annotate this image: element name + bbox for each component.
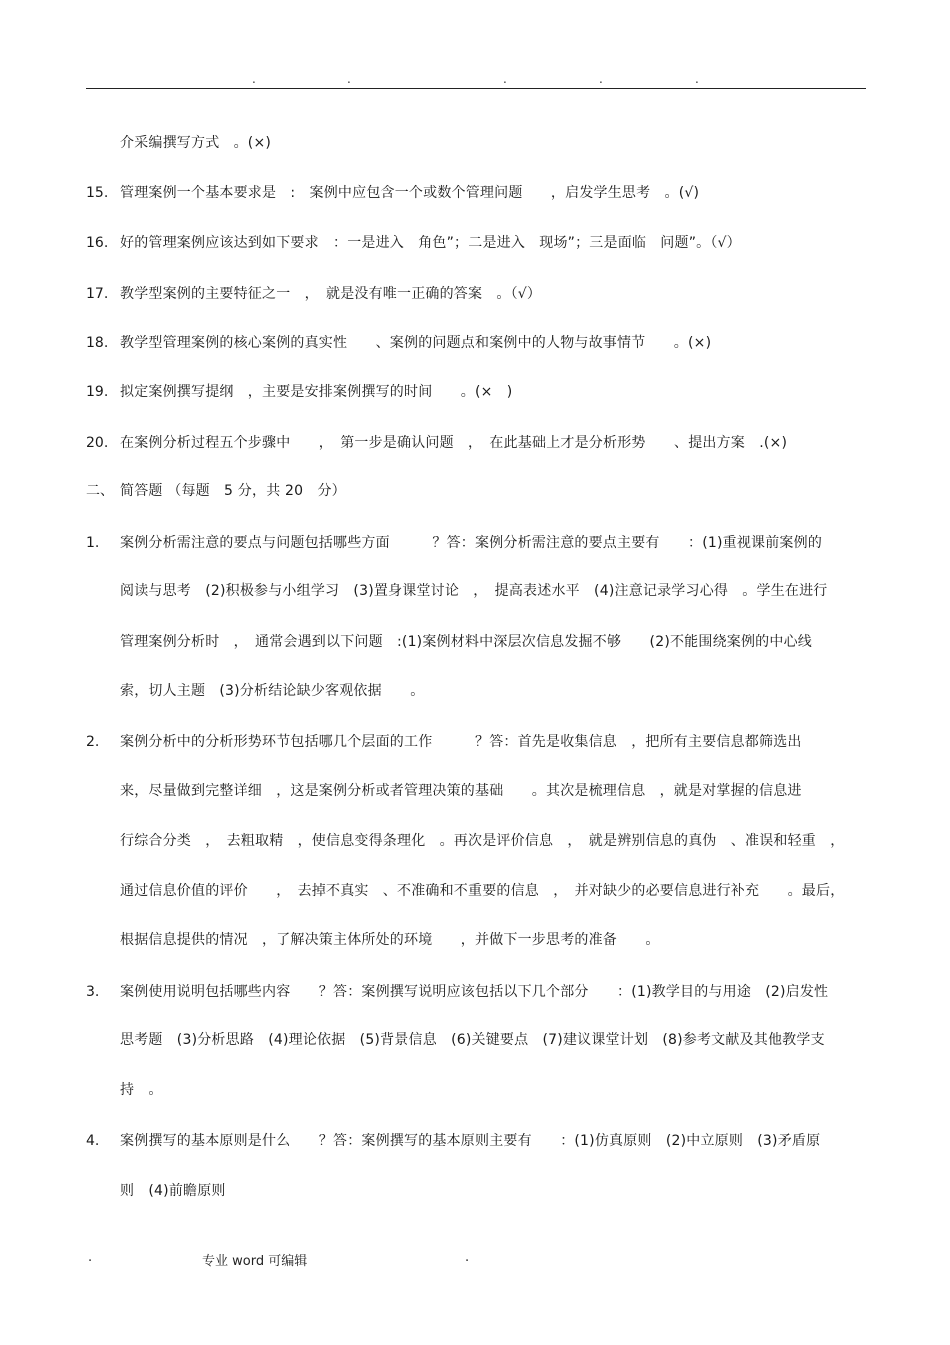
- question-number: 3.: [86, 984, 100, 1000]
- question-number: 2.: [86, 734, 100, 750]
- answer-line: 行综合分类 ， 去粗取精 ，使信息变得条理化 。再次是评价信息 ， 就是辨别信息的真伪 、准误和轻重 ，: [120, 833, 845, 849]
- header-divider: [86, 88, 866, 89]
- answer-line: 案例分析需注意的要点与问题包括哪些方面 ？答：案例分析需注意的要点主要有 ：(1)重视课前案例的: [120, 535, 823, 551]
- answer-line: 根据信息提供的情况 ，了解决策主体所处的环境 ，并做下一步思考的准备 。: [120, 932, 660, 948]
- section-title: 简答题 （每题 5 分，共 20 分）: [120, 483, 346, 499]
- list-item: 管理案例一个基本要求是 : 案例中应包含一个或数个管理问题 ，启发学生思考 。(√): [120, 185, 700, 201]
- list-item: 教学型管理案例的核心案例的真实性 、案例的问题点和案例中的人物与故事情节 。(×): [120, 335, 712, 351]
- header-dot: .: [347, 72, 351, 86]
- item-number: 16.: [86, 235, 109, 251]
- footer-label: 专业 word 可编辑: [202, 1254, 308, 1269]
- answer-line: 阅读与思考 (2)积极参与小组学习 (3)置身课堂讨论 ， 提高表述水平 (4)注意记录学习心得 。学生在进行: [120, 583, 828, 599]
- answer-line: 案例使用说明包括哪些内容 ？答：案例撰写说明应该包括以下几个部分 ：(1)教学目的与用途 (2)启发性: [120, 984, 829, 1000]
- header-dot: .: [252, 72, 256, 86]
- list-item: 好的管理案例应该达到如下要求 ：一是进入 角色”；二是进入 现场”；三是面临 问题”。（√）: [120, 235, 741, 251]
- header-dot: .: [599, 72, 603, 86]
- answer-line: 索，切人主题 (3)分析结论缺少客观依据 。: [120, 683, 425, 699]
- question-number: 1.: [86, 535, 100, 551]
- footer-dot: .: [88, 1250, 93, 1265]
- header-dot: .: [695, 72, 699, 86]
- header-dot: .: [503, 72, 507, 86]
- answer-line: 则 (4)前瞻原则: [120, 1183, 226, 1199]
- answer-line: 来，尽量做到完整详细 ，这是案例分析或者管理决策的基础 。其次是梳理信息 ，就是对掌握的信息进: [120, 783, 802, 799]
- item-number: 17.: [86, 286, 109, 302]
- item-number: 15.: [86, 185, 109, 201]
- item-number: 18.: [86, 335, 109, 351]
- section-number: 二、: [86, 483, 114, 499]
- item-number: 19.: [86, 384, 109, 400]
- list-item: 教学型案例的主要特征之一 ， 就是没有唯一正确的答案 。（√）: [120, 286, 542, 302]
- list-item-continuation: 介采编撰写方式 。(×): [120, 135, 272, 151]
- list-item: 拟定案例撰写提纲 ，主要是安排案例撰写的时间 。(× ): [120, 384, 513, 400]
- answer-line: 思考题 (3)分析思路 (4)理论依据 (5)背景信息 (6)关键要点 (7)建议课堂计划 (8)参考文献及其他教学支: [120, 1032, 825, 1048]
- answer-line: 案例撰写的基本原则是什么 ？答：案例撰写的基本原则主要有 ：(1)仿真原则 (2)中立原则 (3)矛盾原: [120, 1133, 821, 1149]
- answer-line: 通过信息价值的评价 ， 去掉不真实 、不准确和不重要的信息 ， 并对缺少的必要信息进行补充 。最后，: [120, 883, 845, 899]
- question-number: 4.: [86, 1133, 100, 1149]
- footer-dot: .: [465, 1250, 470, 1265]
- answer-line: 案例分析中的分析形势环节包括哪几个层面的工作 ？答：首先是收集信息 ，把所有主要信息都筛选出: [120, 734, 802, 750]
- answer-line: 持 。: [120, 1082, 163, 1098]
- list-item: 在案例分析过程五个步骤中 ， 第一步是确认问题 ， 在此基础上才是分析形势 、提出方案 .(×): [120, 435, 788, 451]
- item-number: 20.: [86, 435, 109, 451]
- answer-line: 管理案例分析时 ， 通常会遇到以下问题 :(1)案例材料中深层次信息发掘不够 (2)不能围绕案例的中心线: [120, 634, 812, 650]
